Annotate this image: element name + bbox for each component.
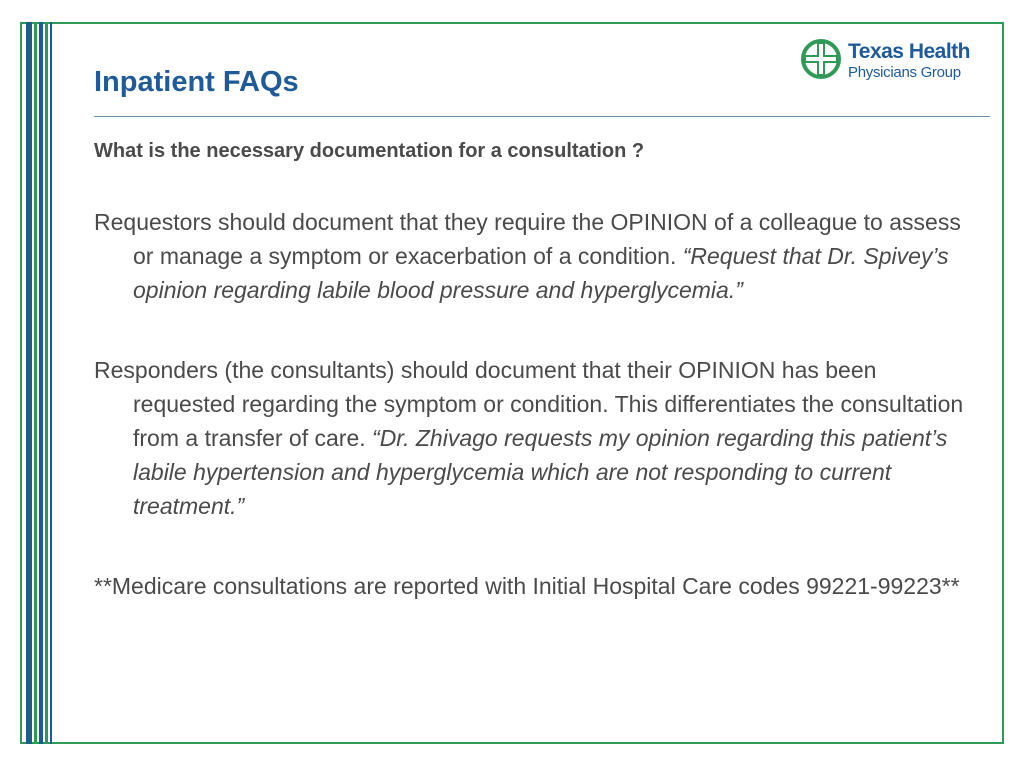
paragraph-medicare-note (94, 569, 984, 603)
slide-content (94, 140, 984, 649)
company-logo (800, 38, 1000, 84)
example-quote: “Dr. Zhivago requests my opinion regarding this patient’s labile hypertension and hyperglycemia which are not responding to current treatment.” (133, 425, 948, 519)
decorative-stripes (20, 22, 60, 744)
slide-title: Inpatient FAQs (94, 66, 299, 98)
title-divider (94, 116, 990, 117)
paragraph-responders (94, 353, 984, 523)
cross-circle-icon (800, 38, 842, 80)
logo-text-line2: Physicians Group (848, 64, 961, 81)
stripe (34, 22, 37, 744)
faq-question: What is the necessary documentation for a consultation ? (94, 140, 645, 162)
stripe (39, 22, 43, 744)
paragraph-text: Requestors should document that they require the OPINION of a colleague to assess or manage a symptom or exacerbation of a condition. (94, 209, 961, 269)
stripe (26, 22, 32, 744)
example-quote: “Request that Dr. Spivey’s opinion regarding labile blood pressure and hyperglycemia.” (133, 243, 949, 303)
logo-text-line1: Texas Health (848, 40, 970, 63)
stripe (50, 22, 52, 744)
stripe (45, 22, 48, 744)
paragraph-text: **Medicare consultations are reported with Initial Hospital Care codes 99221-99223** (94, 573, 960, 599)
paragraph-text: Responders (the consultants) should document that their OPINION has been requested regarding the symptom or condition. This differentiates the consultation from a transfer of care. (94, 357, 964, 451)
paragraph-requestors (94, 205, 984, 307)
